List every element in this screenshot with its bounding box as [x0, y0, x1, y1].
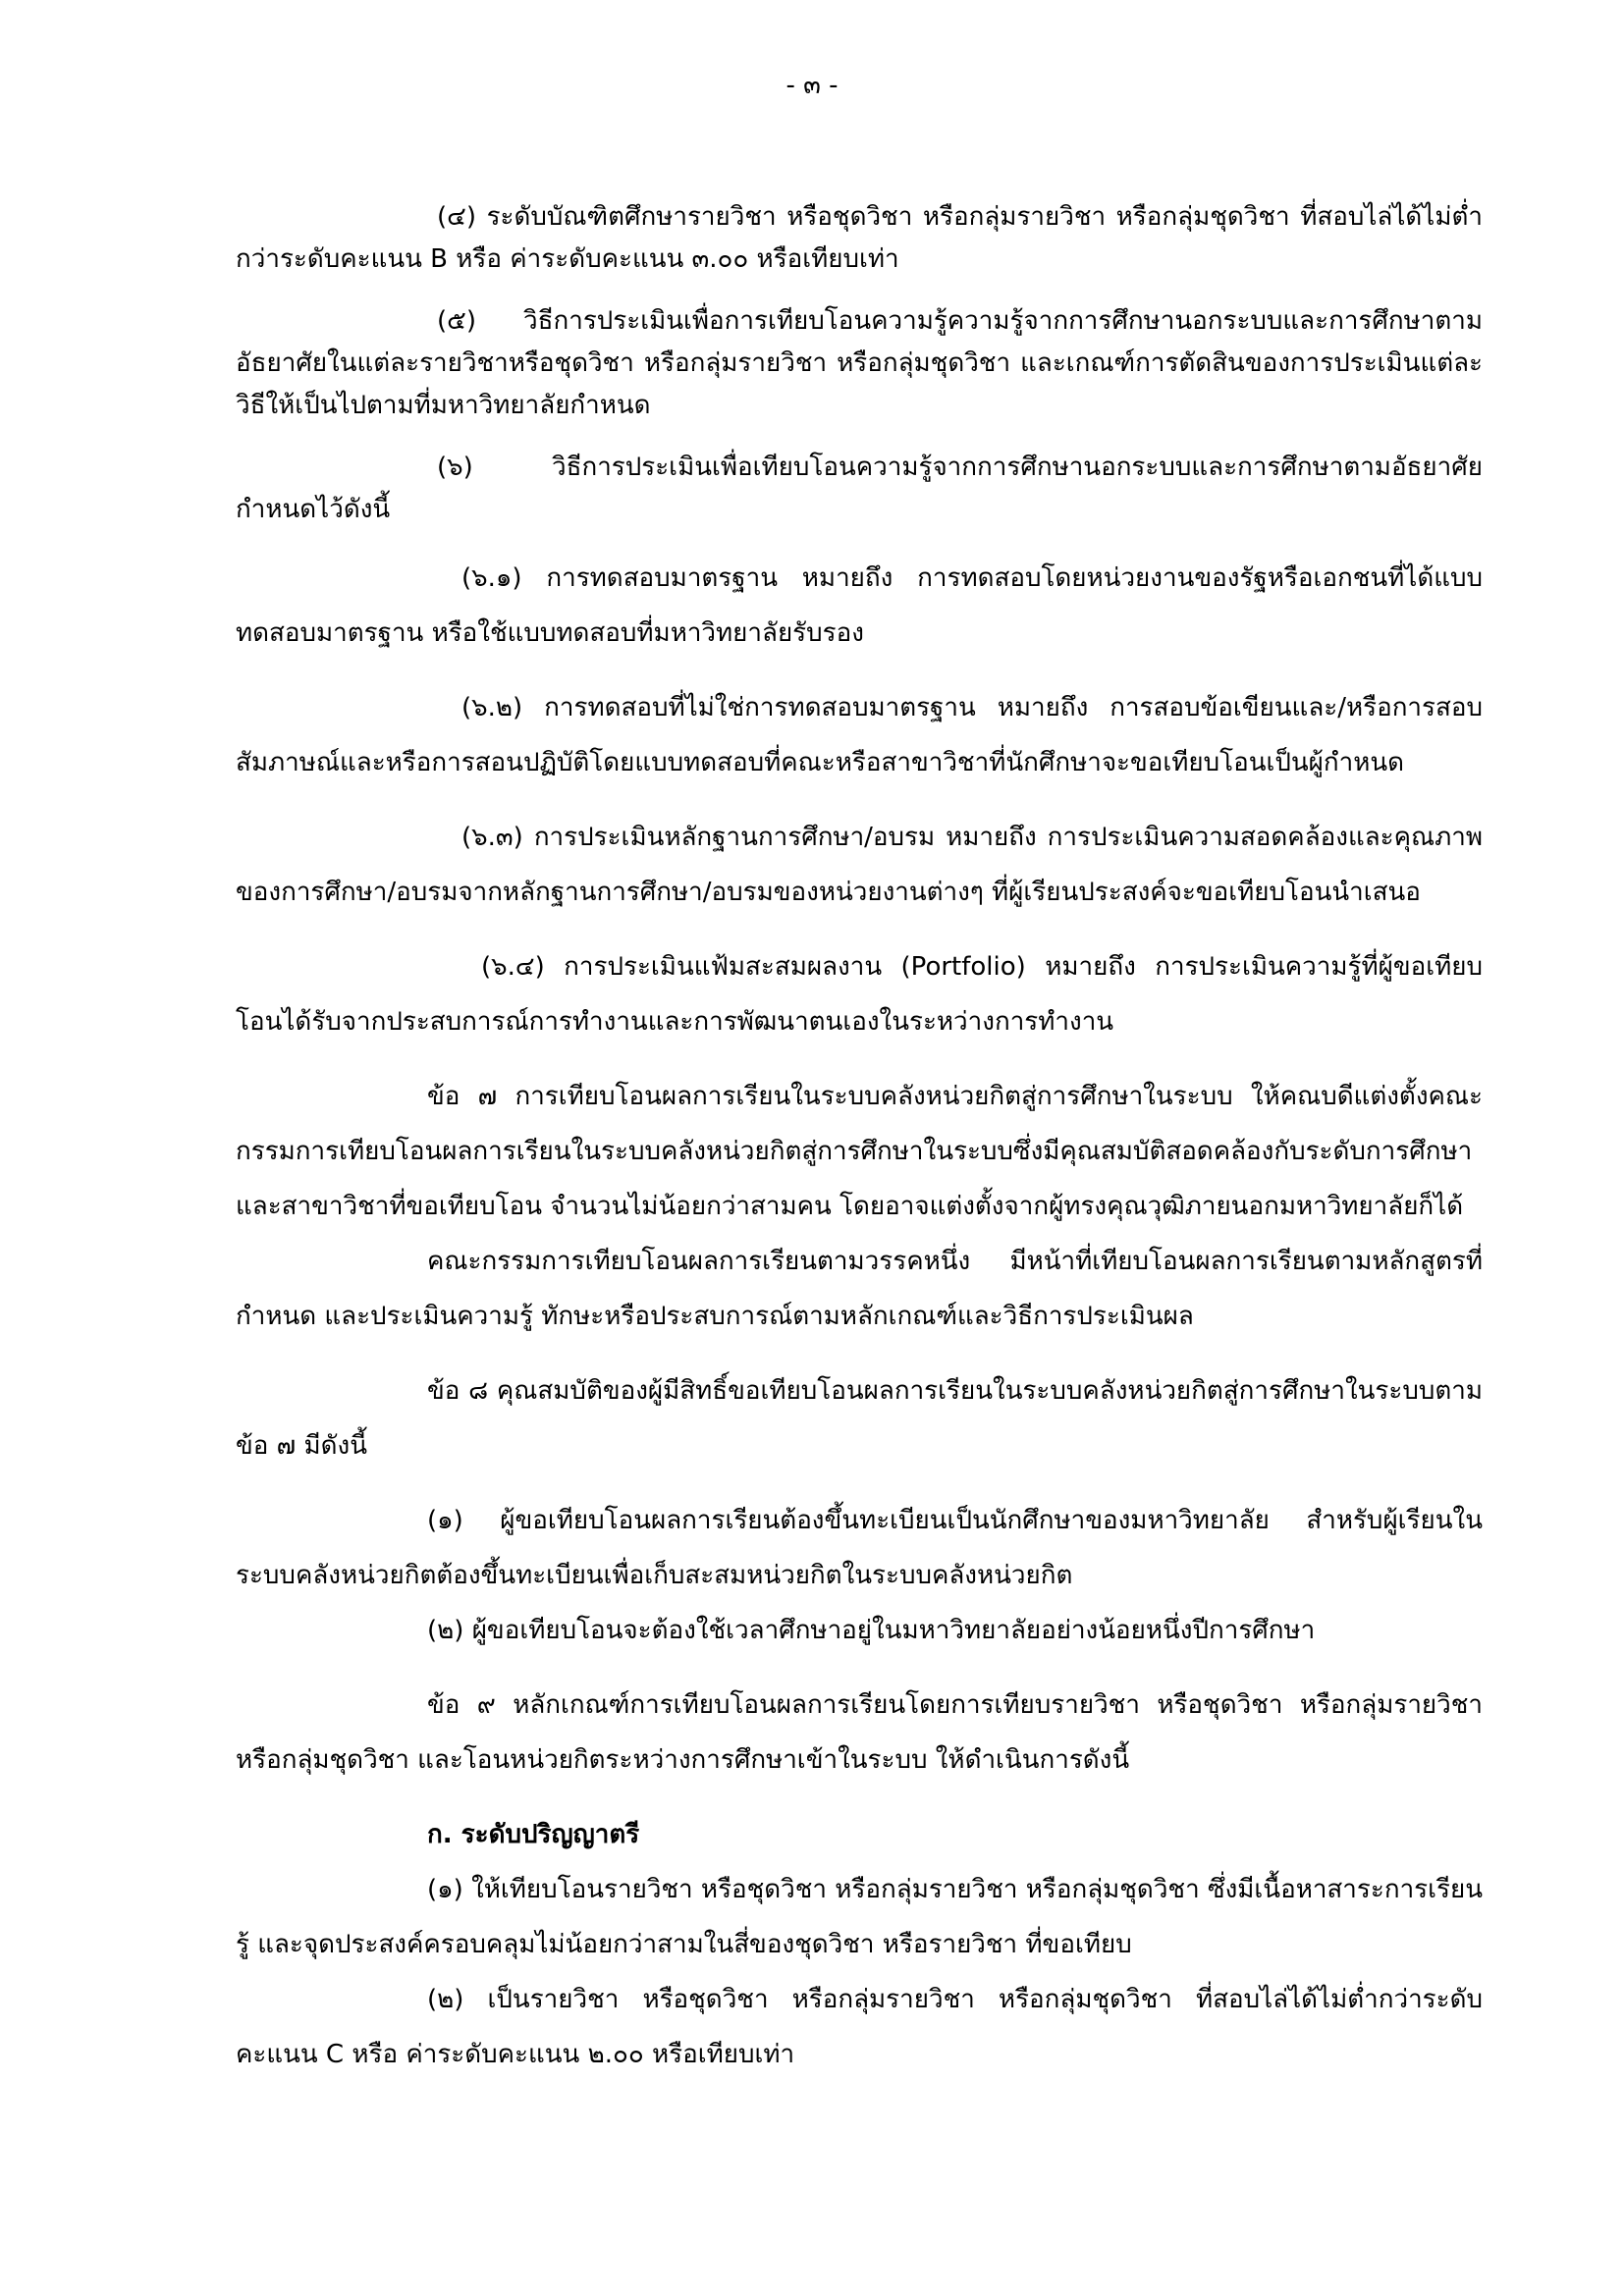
article-8-item-1: (๑) ผู้ขอเทียบโอนผลการเรียนต้องขึ้นทะเบียนเป็นนักศึกษาของมหาวิทยาลัย สำหรับผู้เรียนในระบบคลังหน่วยกิตต้องขึ้นทะเบียนเพื่อเก็บสะสมหน่วยกิตในระบบคลังหน่วยกิต — [236, 1506, 1483, 1590]
bachelor-item-2: (๒) เป็นรายวิชา หรือชุดวิชา หรือกลุ่มรายวิชา หรือกลุ่มชุดวิชา ที่สอบไล่ได้ไม่ต่ำกว่าระดับคะแนน C หรือ ค่าระดับคะแนน ๒.๐๐ หรือเทียบเท่า — [236, 1985, 1483, 2069]
paragraph-6-1-standard-test: (๖.๑) การทดสอบมาตรฐาน หมายถึง การทดสอบโดยหน่วยงานของรัฐหรือเอกชนที่ได้แบบทดสอบมาตรฐาน หรือใช้แบบทดสอบที่มหาวิทยาลัยรับรอง — [236, 563, 1483, 648]
bachelor-item-1: (๑) ให้เทียบโอนรายวิชา หรือชุดวิชา หรือกลุ่มรายวิชา หรือกลุ่มชุดวิชา ซึ่งมีเนื้อหาสาระการเรียนรู้ และจุดประสงค์ครอบคลุมไม่น้อยกว่าสามในสี่ของชุดวิชา หรือรายวิชา ที่ขอเทียบ — [236, 1875, 1483, 1959]
article-7-committee-duties: คณะกรรมการเทียบโอนผลการเรียนตามวรรคหนึ่ง มีหน้าที่เทียบโอนผลการเรียนตามหลักสูตรที่กำหนด และประเมินความรู้ ทักษะหรือประสบการณ์ตามหลักเกณฑ์และวิธีการประเมินผล — [236, 1247, 1483, 1331]
document-body — [236, 196, 1483, 2082]
article-8-item-2: (๒) ผู้ขอเทียบโอนจะต้องใช้เวลาศึกษาอยู่ในมหาวิทยาลัยอย่างน้อยหนึ่งปีการศึกษา — [427, 1616, 1316, 1645]
paragraph-6-2-non-standard-test: (๖.๒) การทดสอบที่ไม่ใช่การทดสอบมาตรฐาน หมายถึง การสอบข้อเขียนและ/หรือการสอบสัมภาษณ์และหรือการสอนปฏิบัติโดยแบบทดสอบที่คณะหรือสาขาวิชาที่นักศึกษาจะขอเทียบโอนเป็นผู้กำหนด — [236, 693, 1483, 777]
article-9-criteria: ข้อ ๙ หลักเกณฑ์การเทียบโอนผลการเรียนโดยการเทียบรายวิชา หรือชุดวิชา หรือกลุ่มรายวิชา หรือกลุ่มชุดวิชา และโอนหน่วยกิตระหว่างการศึกษาเข้าในระบบ ให้ดำเนินการดังนี้ — [236, 1690, 1483, 1775]
article-7-committee: ข้อ ๗ การเทียบโอนผลการเรียนในระบบคลังหน่วยกิตสู่การศึกษาในระบบ ให้คณบดีแต่งตั้งคณะกรรมการเทียบโอนผลการเรียนในระบบคลังหน่วยกิตสู่การศึกษาในระบบซึ่งมีคุณสมบัติสอดคล้องกับระดับการศึกษาและสาขาวิชาที่ขอเทียบโอน จำนวนไม่น้อยกว่าสามคน โดยอาจแต่งตั้งจากผู้ทรงคุณวุฒิภายนอกมหาวิทยาลัยก็ได้ — [236, 1082, 1483, 1221]
section-bachelor-heading: ก. ระดับปริญญาตรี — [427, 1820, 640, 1849]
page-number: - ๓ - — [785, 71, 839, 100]
paragraph-6-3-evidence-assessment: (๖.๓) การประเมินหลักฐานการศึกษา/อบรม หมายถึง การประเมินความสอดคล้องและคุณภาพของการศึกษา/อบรมจากหลักฐานการศึกษา/อบรมของหน่วยงานต่างๆ ที่ผู้เรียนประสงค์จะขอเทียบโอนนำเสนอ — [236, 823, 1483, 907]
paragraph-6-assessment-methods: (๖) วิธีการประเมินเพื่อเทียบโอนความรู้จากการศึกษานอกระบบและการศึกษาตามอัธยาศัยกำหนดไว้ดังนี้ — [236, 453, 1483, 524]
paragraph-6-4-portfolio: (๖.๔) การประเมินแฟ้มสะสมผลงาน (Portfolio) หมายถึง การประเมินความรู้ที่ผู้ขอเทียบโอนได้รับจากประสบการณ์การทำงานและการพัฒนาตนเองในระหว่างการทำงาน — [236, 952, 1483, 1037]
paragraph-4-graduate-level: (๔) ระดับบัณฑิตศึกษารายวิชา หรือชุดวิชา หรือกลุ่มรายวิชา หรือกลุ่มชุดวิชา ที่สอบไล่ได้ไม่ต่ำกว่าระดับคะแนน B หรือ ค่าระดับคะแนน ๓.๐๐ หรือเทียบเท่า — [236, 202, 1483, 274]
paragraph-5-assessment-method: (๕) วิธีการประเมินเพื่อการเทียบโอนความรู้ความรู้จากการศึกษานอกระบบและการศึกษาตามอัธยาศัยในแต่ละรายวิชาหรือชุดวิชา หรือกลุ่มรายวิชา หรือกลุ่มชุดวิชา และเกณฑ์การตัดสินของการประเมินแต่ละวิธีให้เป็นไปตามที่มหาวิทยาลัยกำหนด — [236, 306, 1483, 420]
article-8-qualifications: ข้อ ๘ คุณสมบัติของผู้มีสิทธิ์ขอเทียบโอนผลการเรียนในระบบคลังหน่วยกิตสู่การศึกษาในระบบตามข้อ ๗ มีดังนี้ — [236, 1376, 1483, 1461]
